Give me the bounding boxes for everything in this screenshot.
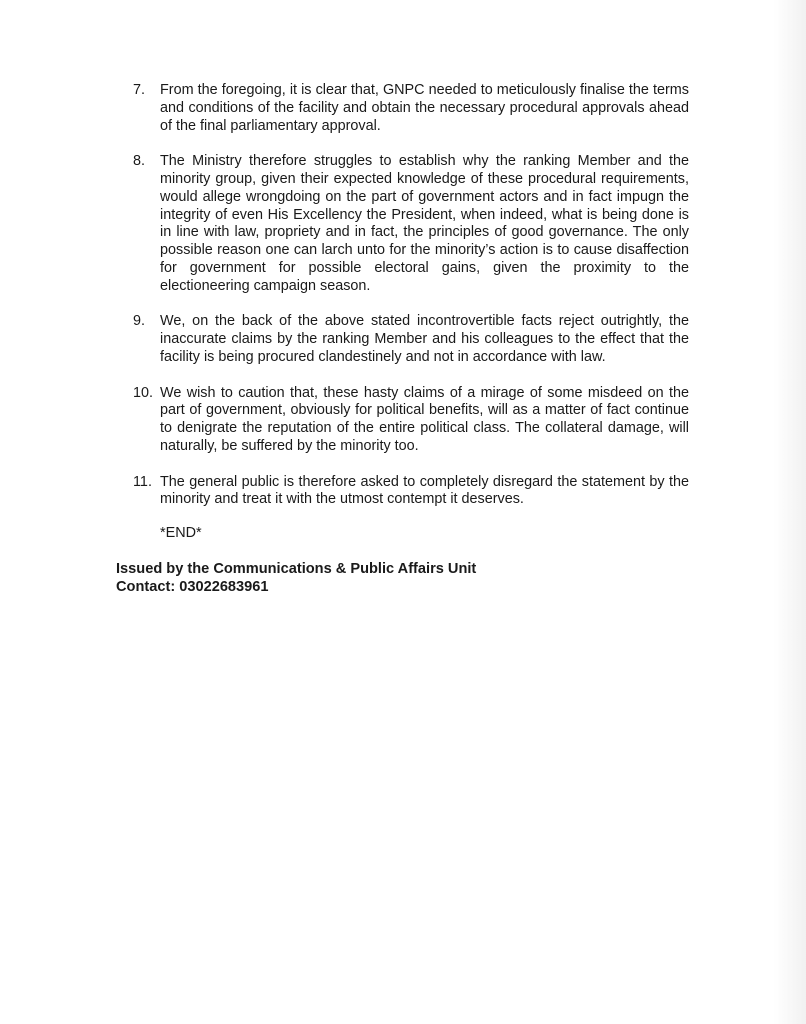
list-item-9 — [133, 313, 689, 366]
end-marker: *END* — [160, 525, 202, 541]
item-text: The general public is therefore asked to completely disregard the statement by the minority and treat it with the utmost contempt it deserves. — [160, 473, 689, 508]
list-item-10 — [133, 385, 689, 456]
issuer-block — [116, 560, 476, 596]
list-item-11 — [133, 474, 689, 510]
contact-line: Contact: 03022683961 — [116, 579, 269, 595]
list-item-8 — [133, 153, 689, 295]
numbered-list — [133, 82, 689, 527]
item-number: 7. — [133, 82, 146, 98]
item-number: 11. — [133, 473, 152, 490]
list-item-7 — [133, 82, 689, 135]
item-text: We wish to caution that, these hasty claims of a mirage of some misdeed on the part of government, obviously for political benefits, will as a matter of fact continue to denigrate the reputation of the entire political class. The collateral damage, will naturally, be suffered by the minority too. — [160, 384, 689, 454]
item-text: From the foregoing, it is clear that, GNPC needed to meticulously finalise the terms and conditions of the facility and obtain the necessary procedural approvals ahead of the final parliamentary approval. — [160, 82, 689, 134]
issued-by-line: Issued by the Communications & Public Affairs Unit — [116, 561, 477, 577]
item-number: 10. — [133, 384, 154, 401]
item-number: 9. — [133, 313, 146, 330]
item-number: 8. — [133, 153, 146, 170]
item-text: The Ministry therefore struggles to establish why the ranking Member and the minority group, given their expected knowledge of these procedural requirements, would allege wrongdoing on the part of government actors and in fact impugn the integrity of even His Excellency the President, when indeed, what is being done is in line with law, propriety and in fact, the principles of good governance. The only possible reason one can larch unto for the minority’s action is to cause disaffection for government for possible electoral gains, given the proximity to the electioneering campaign season. — [160, 153, 689, 294]
item-text: We, on the back of the above stated incontrovertible facts reject outrightly, the inaccurate claims by the ranking Member and his colleagues to the effect that the facility is being procured clandestinely and not in accordance with law. — [160, 313, 689, 365]
